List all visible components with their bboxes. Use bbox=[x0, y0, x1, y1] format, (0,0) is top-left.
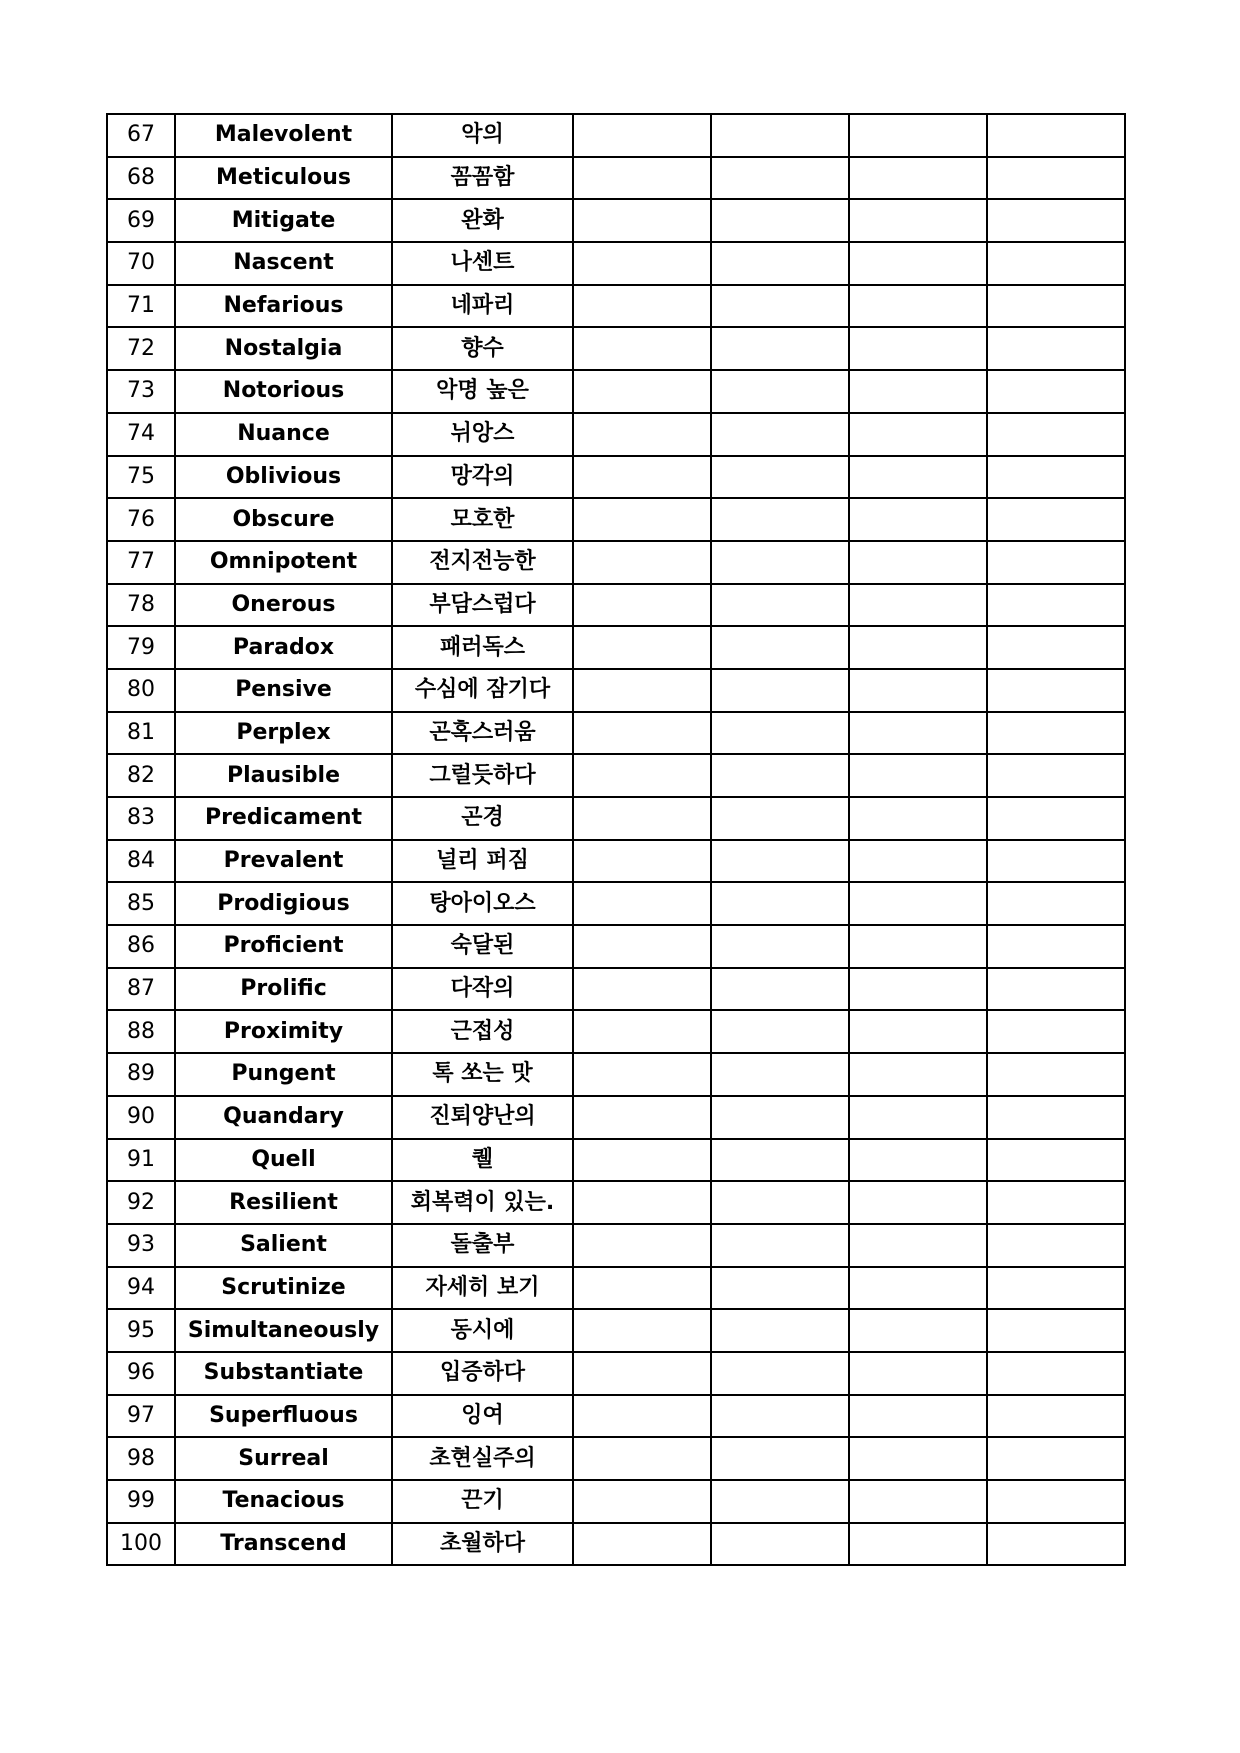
blank-practice-cell bbox=[987, 1096, 1125, 1139]
blank-practice-cell bbox=[849, 669, 987, 712]
korean-meaning: 수심에 잠기다 bbox=[392, 669, 573, 712]
blank-practice-cell bbox=[573, 754, 711, 797]
blank-practice-cell bbox=[987, 541, 1125, 584]
blank-practice-cell bbox=[849, 498, 987, 541]
blank-practice-cell bbox=[711, 797, 849, 840]
korean-meaning: 끈기 bbox=[392, 1480, 573, 1523]
korean-meaning: 곤경 bbox=[392, 797, 573, 840]
english-word: Nefarious bbox=[175, 285, 392, 328]
blank-practice-cell bbox=[849, 541, 987, 584]
blank-practice-cell bbox=[711, 1053, 849, 1096]
blank-practice-cell bbox=[711, 840, 849, 883]
blank-practice-cell bbox=[573, 925, 711, 968]
blank-practice-cell bbox=[987, 242, 1125, 285]
blank-practice-cell bbox=[987, 199, 1125, 242]
blank-practice-cell bbox=[573, 669, 711, 712]
korean-meaning: 다작의 bbox=[392, 968, 573, 1011]
english-word: Transcend bbox=[175, 1523, 392, 1566]
blank-practice-cell bbox=[711, 327, 849, 370]
blank-practice-cell bbox=[711, 498, 849, 541]
blank-practice-cell bbox=[711, 882, 849, 925]
row-number: 91 bbox=[107, 1139, 175, 1182]
row-number: 74 bbox=[107, 413, 175, 456]
table-row bbox=[107, 1395, 1125, 1438]
blank-practice-cell bbox=[987, 712, 1125, 755]
table-row bbox=[107, 968, 1125, 1011]
blank-practice-cell bbox=[711, 1523, 849, 1566]
korean-meaning: 전지전능한 bbox=[392, 541, 573, 584]
english-word: Tenacious bbox=[175, 1480, 392, 1523]
table-row bbox=[107, 541, 1125, 584]
blank-practice-cell bbox=[987, 1480, 1125, 1523]
blank-practice-cell bbox=[987, 1352, 1125, 1395]
blank-practice-cell bbox=[849, 1139, 987, 1182]
blank-practice-cell bbox=[849, 1309, 987, 1352]
blank-practice-cell bbox=[849, 626, 987, 669]
blank-practice-cell bbox=[711, 1352, 849, 1395]
english-word: Omnipotent bbox=[175, 541, 392, 584]
blank-practice-cell bbox=[711, 541, 849, 584]
blank-practice-cell bbox=[711, 584, 849, 627]
blank-practice-cell bbox=[711, 1437, 849, 1480]
blank-practice-cell bbox=[573, 797, 711, 840]
korean-meaning: 초월하다 bbox=[392, 1523, 573, 1566]
table-row bbox=[107, 199, 1125, 242]
table-row bbox=[107, 157, 1125, 200]
table-row bbox=[107, 456, 1125, 499]
english-word: Obscure bbox=[175, 498, 392, 541]
row-number: 68 bbox=[107, 157, 175, 200]
blank-practice-cell bbox=[573, 1437, 711, 1480]
table-row bbox=[107, 1010, 1125, 1053]
blank-practice-cell bbox=[987, 840, 1125, 883]
korean-meaning: 근접성 bbox=[392, 1010, 573, 1053]
blank-practice-cell bbox=[573, 1395, 711, 1438]
english-word: Prolific bbox=[175, 968, 392, 1011]
blank-practice-cell bbox=[711, 1139, 849, 1182]
row-number: 85 bbox=[107, 882, 175, 925]
row-number: 80 bbox=[107, 669, 175, 712]
blank-practice-cell bbox=[711, 413, 849, 456]
table-row bbox=[107, 498, 1125, 541]
blank-practice-cell bbox=[987, 882, 1125, 925]
blank-practice-cell bbox=[711, 754, 849, 797]
korean-meaning: 악의 bbox=[392, 114, 573, 157]
blank-practice-cell bbox=[573, 157, 711, 200]
table-row bbox=[107, 1352, 1125, 1395]
row-number: 100 bbox=[107, 1523, 175, 1566]
blank-practice-cell bbox=[573, 712, 711, 755]
korean-meaning: 널리 퍼짐 bbox=[392, 840, 573, 883]
english-word: Quandary bbox=[175, 1096, 392, 1139]
blank-practice-cell bbox=[849, 456, 987, 499]
korean-meaning: 꼼꼼함 bbox=[392, 157, 573, 200]
korean-meaning: 그럴듯하다 bbox=[392, 754, 573, 797]
blank-practice-cell bbox=[711, 114, 849, 157]
blank-practice-cell bbox=[849, 1523, 987, 1566]
table-row bbox=[107, 669, 1125, 712]
blank-practice-cell bbox=[987, 1309, 1125, 1352]
row-number: 82 bbox=[107, 754, 175, 797]
table-row bbox=[107, 242, 1125, 285]
table-row bbox=[107, 1267, 1125, 1310]
blank-practice-cell bbox=[711, 1096, 849, 1139]
blank-practice-cell bbox=[573, 1480, 711, 1523]
blank-practice-cell bbox=[987, 1267, 1125, 1310]
blank-practice-cell bbox=[849, 797, 987, 840]
blank-practice-cell bbox=[573, 199, 711, 242]
blank-practice-cell bbox=[711, 157, 849, 200]
korean-meaning: 자세히 보기 bbox=[392, 1267, 573, 1310]
blank-practice-cell bbox=[711, 242, 849, 285]
korean-meaning: 퀠 bbox=[392, 1139, 573, 1182]
table-row bbox=[107, 626, 1125, 669]
blank-practice-cell bbox=[849, 1480, 987, 1523]
blank-practice-cell bbox=[987, 114, 1125, 157]
english-word: Surreal bbox=[175, 1437, 392, 1480]
english-word: Prodigious bbox=[175, 882, 392, 925]
row-number: 78 bbox=[107, 584, 175, 627]
row-number: 72 bbox=[107, 327, 175, 370]
korean-meaning: 회복력이 있는. bbox=[392, 1181, 573, 1224]
row-number: 70 bbox=[107, 242, 175, 285]
english-word: Pungent bbox=[175, 1053, 392, 1096]
blank-practice-cell bbox=[711, 1224, 849, 1267]
blank-practice-cell bbox=[987, 1181, 1125, 1224]
table-row bbox=[107, 584, 1125, 627]
blank-practice-cell bbox=[849, 1395, 987, 1438]
english-word: Plausible bbox=[175, 754, 392, 797]
table-row bbox=[107, 1480, 1125, 1523]
blank-practice-cell bbox=[987, 456, 1125, 499]
korean-meaning: 숙달된 bbox=[392, 925, 573, 968]
row-number: 83 bbox=[107, 797, 175, 840]
blank-practice-cell bbox=[573, 1139, 711, 1182]
blank-practice-cell bbox=[573, 1053, 711, 1096]
english-word: Notorious bbox=[175, 370, 392, 413]
row-number: 69 bbox=[107, 199, 175, 242]
table-row bbox=[107, 370, 1125, 413]
korean-meaning: 톡 쏘는 맛 bbox=[392, 1053, 573, 1096]
row-number: 88 bbox=[107, 1010, 175, 1053]
blank-practice-cell bbox=[849, 157, 987, 200]
blank-practice-cell bbox=[573, 498, 711, 541]
blank-practice-cell bbox=[711, 1480, 849, 1523]
blank-practice-cell bbox=[849, 114, 987, 157]
table-row bbox=[107, 925, 1125, 968]
korean-meaning: 곤혹스러움 bbox=[392, 712, 573, 755]
blank-practice-cell bbox=[573, 327, 711, 370]
english-word: Proficient bbox=[175, 925, 392, 968]
table-row bbox=[107, 1523, 1125, 1566]
blank-practice-cell bbox=[849, 1437, 987, 1480]
blank-practice-cell bbox=[573, 968, 711, 1011]
blank-practice-cell bbox=[573, 285, 711, 328]
korean-meaning: 패러독스 bbox=[392, 626, 573, 669]
table-row bbox=[107, 882, 1125, 925]
blank-practice-cell bbox=[573, 1267, 711, 1310]
row-number: 81 bbox=[107, 712, 175, 755]
blank-practice-cell bbox=[573, 242, 711, 285]
english-word: Nascent bbox=[175, 242, 392, 285]
row-number: 92 bbox=[107, 1181, 175, 1224]
blank-practice-cell bbox=[849, 1053, 987, 1096]
blank-practice-cell bbox=[987, 626, 1125, 669]
blank-practice-cell bbox=[711, 925, 849, 968]
blank-practice-cell bbox=[711, 199, 849, 242]
blank-practice-cell bbox=[573, 1352, 711, 1395]
blank-practice-cell bbox=[573, 584, 711, 627]
blank-practice-cell bbox=[711, 626, 849, 669]
table-row bbox=[107, 1224, 1125, 1267]
row-number: 76 bbox=[107, 498, 175, 541]
row-number: 77 bbox=[107, 541, 175, 584]
english-word: Malevolent bbox=[175, 114, 392, 157]
blank-practice-cell bbox=[849, 1010, 987, 1053]
english-word: Predicament bbox=[175, 797, 392, 840]
table-row bbox=[107, 327, 1125, 370]
blank-practice-cell bbox=[573, 1010, 711, 1053]
blank-practice-cell bbox=[573, 626, 711, 669]
english-word: Scrutinize bbox=[175, 1267, 392, 1310]
table-row bbox=[107, 285, 1125, 328]
table-row bbox=[107, 114, 1125, 157]
blank-practice-cell bbox=[849, 882, 987, 925]
blank-practice-cell bbox=[849, 1267, 987, 1310]
korean-meaning: 뉘앙스 bbox=[392, 413, 573, 456]
english-word: Superfluous bbox=[175, 1395, 392, 1438]
blank-practice-cell bbox=[573, 456, 711, 499]
vocabulary-table bbox=[106, 113, 1126, 1566]
blank-practice-cell bbox=[849, 968, 987, 1011]
blank-practice-cell bbox=[987, 327, 1125, 370]
blank-practice-cell bbox=[849, 1224, 987, 1267]
row-number: 97 bbox=[107, 1395, 175, 1438]
table-row bbox=[107, 1096, 1125, 1139]
blank-practice-cell bbox=[987, 370, 1125, 413]
row-number: 93 bbox=[107, 1224, 175, 1267]
blank-practice-cell bbox=[987, 669, 1125, 712]
english-word: Nuance bbox=[175, 413, 392, 456]
korean-meaning: 완화 bbox=[392, 199, 573, 242]
english-word: Meticulous bbox=[175, 157, 392, 200]
row-number: 84 bbox=[107, 840, 175, 883]
korean-meaning: 탕아이오스 bbox=[392, 882, 573, 925]
row-number: 99 bbox=[107, 1480, 175, 1523]
blank-practice-cell bbox=[711, 1309, 849, 1352]
english-word: Nostalgia bbox=[175, 327, 392, 370]
table-row bbox=[107, 413, 1125, 456]
english-word: Mitigate bbox=[175, 199, 392, 242]
korean-meaning: 입증하다 bbox=[392, 1352, 573, 1395]
blank-practice-cell bbox=[849, 242, 987, 285]
blank-practice-cell bbox=[987, 1010, 1125, 1053]
blank-practice-cell bbox=[711, 1010, 849, 1053]
blank-practice-cell bbox=[987, 1224, 1125, 1267]
korean-meaning: 네파리 bbox=[392, 285, 573, 328]
english-word: Pensive bbox=[175, 669, 392, 712]
blank-practice-cell bbox=[711, 968, 849, 1011]
korean-meaning: 향수 bbox=[392, 327, 573, 370]
row-number: 90 bbox=[107, 1096, 175, 1139]
blank-practice-cell bbox=[711, 712, 849, 755]
blank-practice-cell bbox=[987, 157, 1125, 200]
row-number: 79 bbox=[107, 626, 175, 669]
english-word: Perplex bbox=[175, 712, 392, 755]
row-number: 73 bbox=[107, 370, 175, 413]
blank-practice-cell bbox=[987, 285, 1125, 328]
blank-practice-cell bbox=[849, 584, 987, 627]
blank-practice-cell bbox=[987, 1437, 1125, 1480]
vocabulary-table-body bbox=[107, 114, 1125, 1565]
blank-practice-cell bbox=[987, 413, 1125, 456]
blank-practice-cell bbox=[573, 370, 711, 413]
blank-practice-cell bbox=[849, 1352, 987, 1395]
korean-meaning: 돌출부 bbox=[392, 1224, 573, 1267]
blank-practice-cell bbox=[987, 925, 1125, 968]
blank-practice-cell bbox=[987, 584, 1125, 627]
row-number: 98 bbox=[107, 1437, 175, 1480]
blank-practice-cell bbox=[573, 1309, 711, 1352]
english-word: Proximity bbox=[175, 1010, 392, 1053]
table-row bbox=[107, 1139, 1125, 1182]
blank-practice-cell bbox=[849, 925, 987, 968]
blank-practice-cell bbox=[849, 754, 987, 797]
blank-practice-cell bbox=[849, 413, 987, 456]
blank-practice-cell bbox=[573, 882, 711, 925]
table-row bbox=[107, 1053, 1125, 1096]
english-word: Simultaneously bbox=[175, 1309, 392, 1352]
english-word: Salient bbox=[175, 1224, 392, 1267]
blank-practice-cell bbox=[987, 968, 1125, 1011]
row-number: 67 bbox=[107, 114, 175, 157]
korean-meaning: 부담스럽다 bbox=[392, 584, 573, 627]
row-number: 75 bbox=[107, 456, 175, 499]
blank-practice-cell bbox=[987, 754, 1125, 797]
blank-practice-cell bbox=[987, 1053, 1125, 1096]
korean-meaning: 망각의 bbox=[392, 456, 573, 499]
blank-practice-cell bbox=[711, 285, 849, 328]
blank-practice-cell bbox=[573, 541, 711, 584]
blank-practice-cell bbox=[573, 114, 711, 157]
table-row bbox=[107, 1437, 1125, 1480]
blank-practice-cell bbox=[573, 413, 711, 456]
english-word: Quell bbox=[175, 1139, 392, 1182]
table-row bbox=[107, 797, 1125, 840]
row-number: 87 bbox=[107, 968, 175, 1011]
table-row bbox=[107, 1309, 1125, 1352]
korean-meaning: 악명 높은 bbox=[392, 370, 573, 413]
english-word: Onerous bbox=[175, 584, 392, 627]
blank-practice-cell bbox=[849, 199, 987, 242]
table-row bbox=[107, 712, 1125, 755]
blank-practice-cell bbox=[987, 1139, 1125, 1182]
blank-practice-cell bbox=[849, 285, 987, 328]
blank-practice-cell bbox=[987, 1395, 1125, 1438]
blank-practice-cell bbox=[987, 797, 1125, 840]
table-row bbox=[107, 840, 1125, 883]
english-word: Substantiate bbox=[175, 1352, 392, 1395]
row-number: 86 bbox=[107, 925, 175, 968]
blank-practice-cell bbox=[711, 669, 849, 712]
blank-practice-cell bbox=[573, 1181, 711, 1224]
blank-practice-cell bbox=[573, 1523, 711, 1566]
blank-practice-cell bbox=[849, 370, 987, 413]
row-number: 89 bbox=[107, 1053, 175, 1096]
blank-practice-cell bbox=[711, 1267, 849, 1310]
blank-practice-cell bbox=[849, 327, 987, 370]
english-word: Oblivious bbox=[175, 456, 392, 499]
korean-meaning: 잉여 bbox=[392, 1395, 573, 1438]
korean-meaning: 모호한 bbox=[392, 498, 573, 541]
row-number: 71 bbox=[107, 285, 175, 328]
blank-practice-cell bbox=[573, 840, 711, 883]
english-word: Resilient bbox=[175, 1181, 392, 1224]
table-row bbox=[107, 754, 1125, 797]
table-row bbox=[107, 1181, 1125, 1224]
blank-practice-cell bbox=[711, 370, 849, 413]
korean-meaning: 동시에 bbox=[392, 1309, 573, 1352]
row-number: 94 bbox=[107, 1267, 175, 1310]
english-word: Prevalent bbox=[175, 840, 392, 883]
blank-practice-cell bbox=[711, 1395, 849, 1438]
blank-practice-cell bbox=[849, 712, 987, 755]
blank-practice-cell bbox=[711, 456, 849, 499]
blank-practice-cell bbox=[987, 1523, 1125, 1566]
blank-practice-cell bbox=[849, 1096, 987, 1139]
blank-practice-cell bbox=[573, 1096, 711, 1139]
blank-practice-cell bbox=[573, 1224, 711, 1267]
blank-practice-cell bbox=[849, 1181, 987, 1224]
korean-meaning: 초현실주의 bbox=[392, 1437, 573, 1480]
blank-practice-cell bbox=[711, 1181, 849, 1224]
row-number: 95 bbox=[107, 1309, 175, 1352]
korean-meaning: 나센트 bbox=[392, 242, 573, 285]
korean-meaning: 진퇴양난의 bbox=[392, 1096, 573, 1139]
row-number: 96 bbox=[107, 1352, 175, 1395]
blank-practice-cell bbox=[987, 498, 1125, 541]
english-word: Paradox bbox=[175, 626, 392, 669]
blank-practice-cell bbox=[849, 840, 987, 883]
